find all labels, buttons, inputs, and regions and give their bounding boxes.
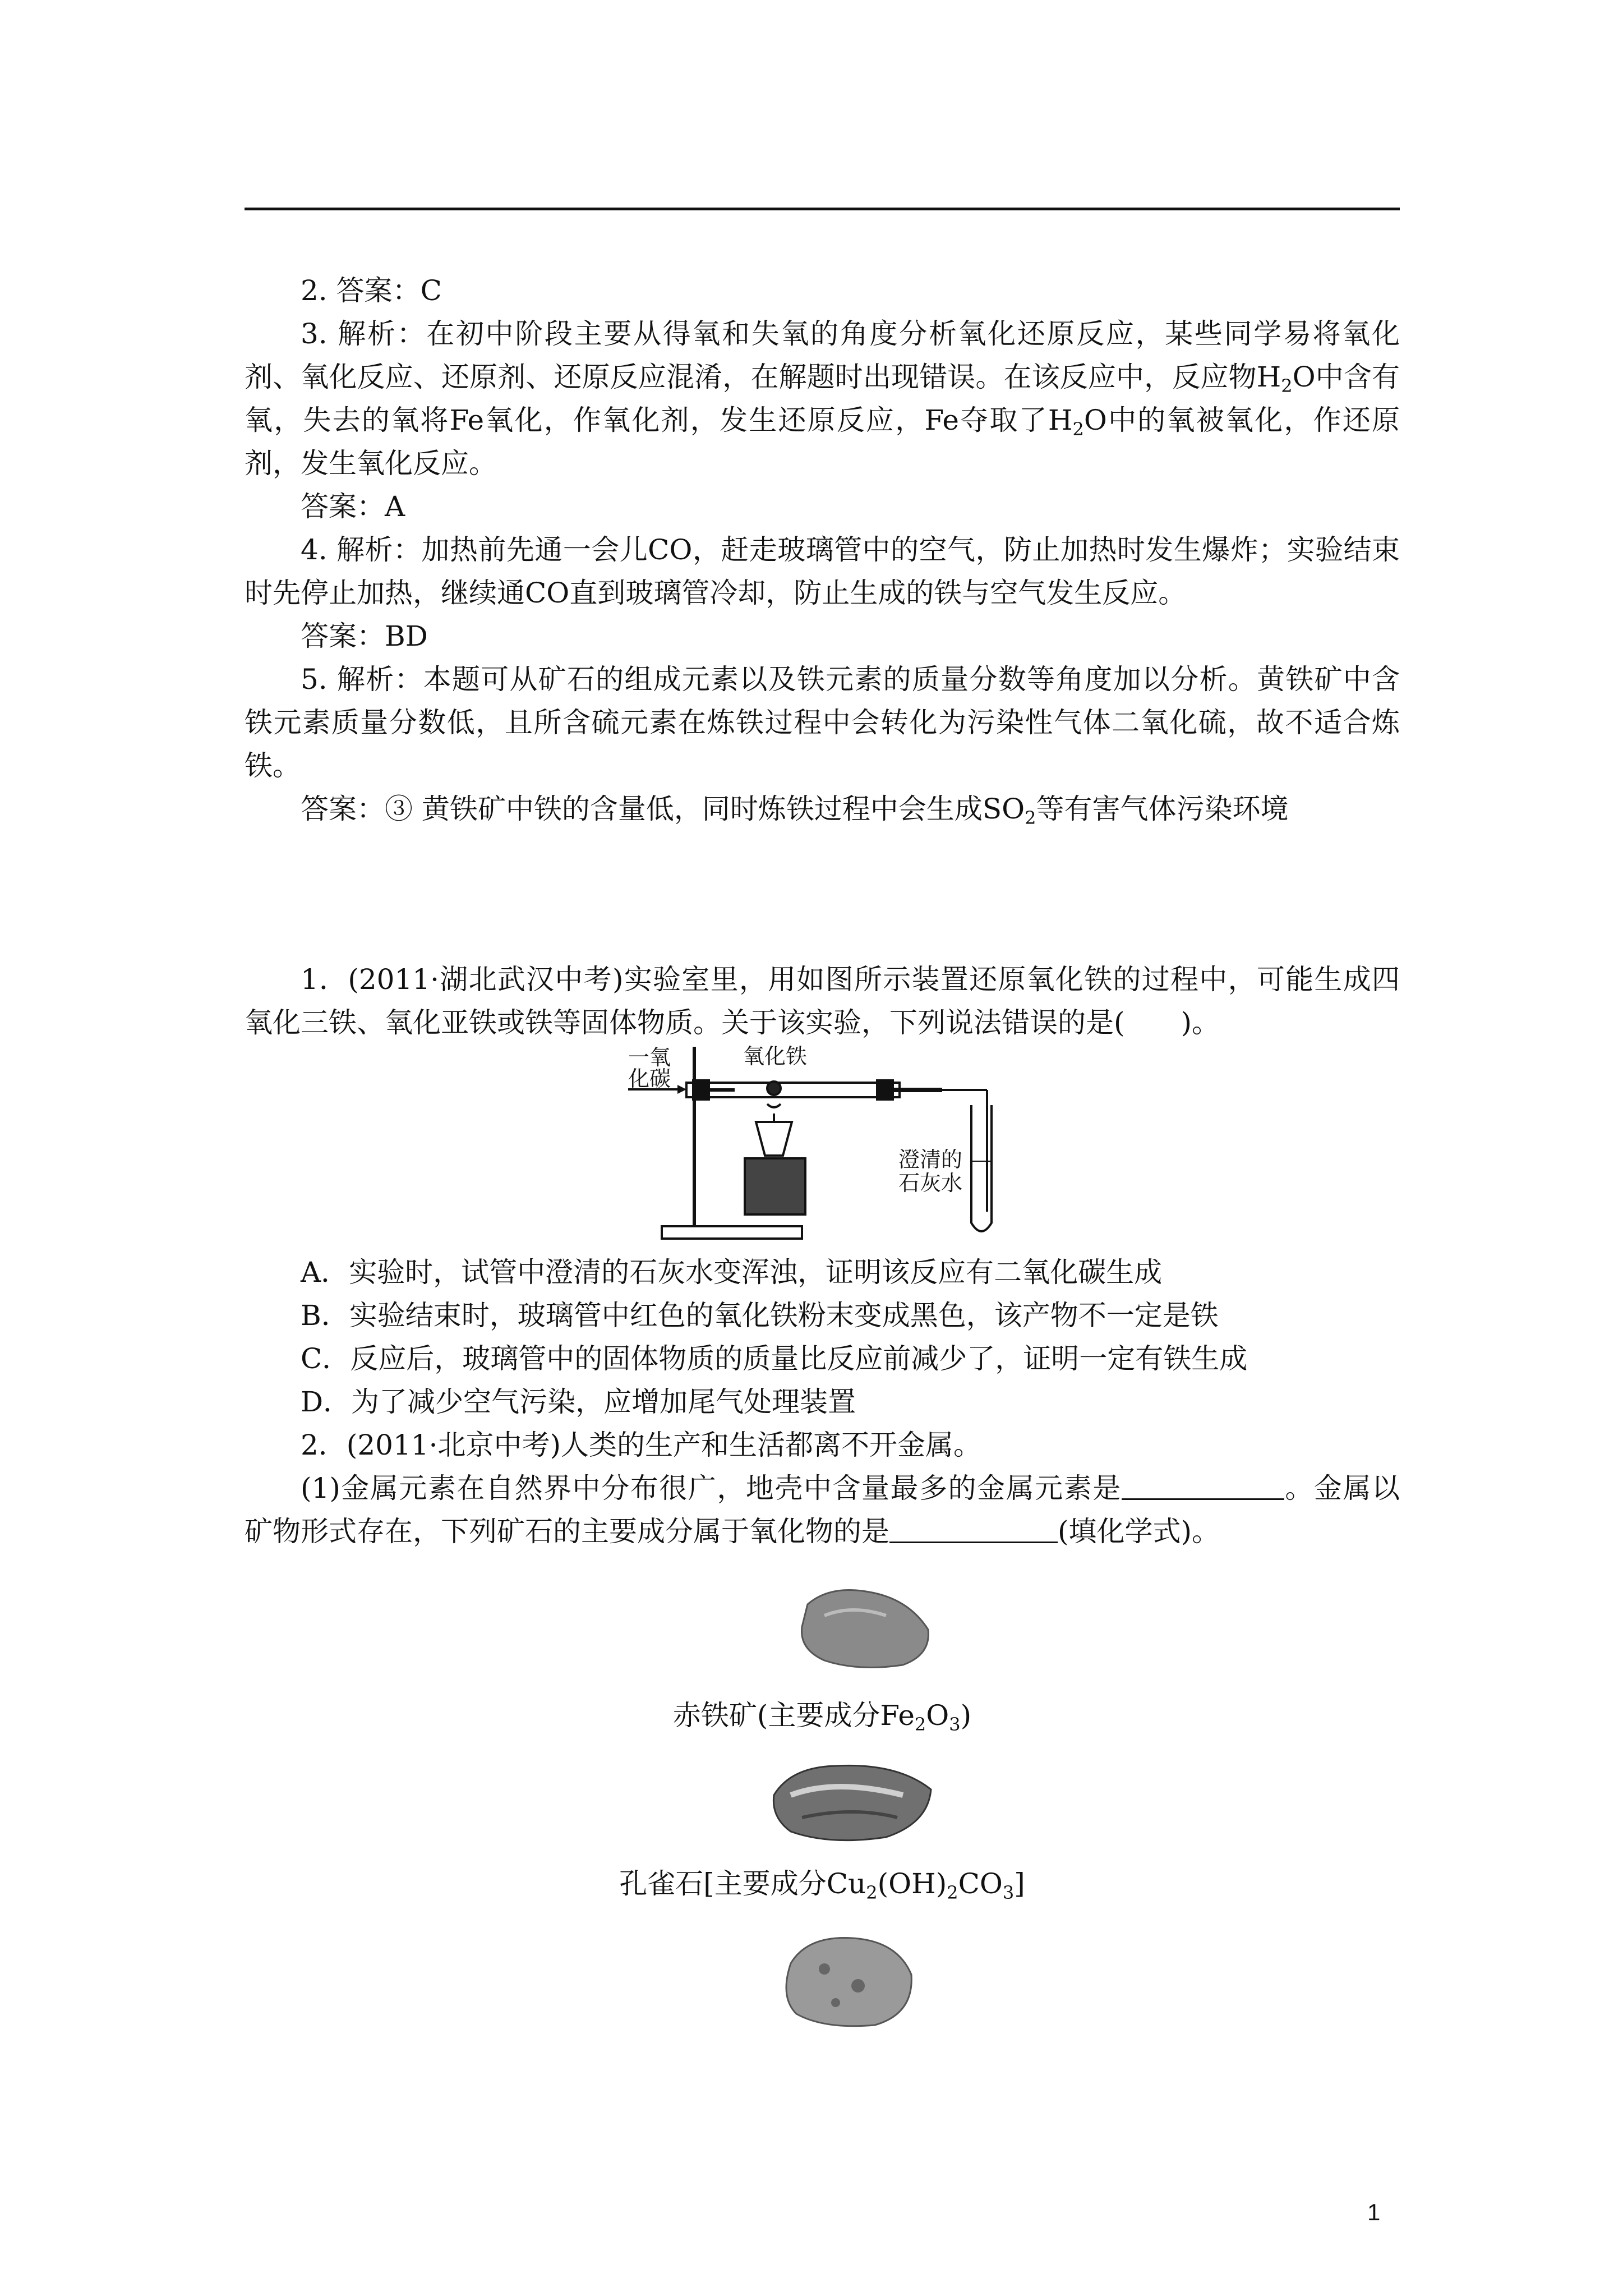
option-a: A．实验时，试管中澄清的石灰水变浑浊，证明该反应有二氧化碳生成 — [301, 1256, 1163, 1289]
test-tube — [971, 1105, 992, 1231]
flame — [767, 1104, 781, 1107]
hematite-caption: 赤铁矿(主要成分$Fe_2O_3$) — [672, 1699, 972, 1735]
answer-5-analysis: 5. 解析：本题可从矿石的组成元素以及铁元素的质量分数等角度加以分析。黄铁矿中含铁元素质量分数低，且所含硫元素在炼铁过程中会转化为污染性气体二氧化硫，故不适合炼铁。 — [245, 663, 1400, 782]
label-co-line2: 化碳 — [628, 1066, 671, 1091]
page-number: 1 — [1367, 2199, 1381, 2225]
blank-metal-element[interactable] — [1122, 1471, 1284, 1500]
stand-base — [662, 1226, 802, 1239]
fe2o3-sample — [767, 1082, 781, 1095]
alcohol-lamp — [756, 1122, 792, 1156]
gas-inlet-arrowhead — [677, 1085, 686, 1094]
blank-oxide-formula[interactable] — [889, 1515, 1058, 1543]
label-lime-line1: 澄清的 — [898, 1147, 963, 1172]
answer-3: 答案：A — [301, 490, 405, 523]
question-1 — [245, 958, 1400, 1045]
support-block — [745, 1158, 805, 1214]
malachite-image — [768, 1756, 937, 1846]
question-1-options — [245, 1251, 1400, 1553]
answer-3-analysis: 3. 解析：在初中阶段主要从得氧和失氧的角度分析氧化还原反应，某些同学易将氧化剂、氧化反应、还原剂、还原反应混淆，在解题时出现错误。在该反应中，反应物$H_2O$中含有氧，失去的氧将Fe氧化，作氧化剂，发生还原反应，Fe夺取了$H_2O$中的氧被氧化，作还原剂，发生氧化反应。 — [245, 318, 1400, 480]
question-1-stem: 1．(2011·湖北武汉中考)实验室里，用如图所示装置还原氧化铁的过程中，可能生成四氧化三铁、氧化亚铁或铁等固体物质。关于该实验，下列说法错误的是( )。 — [245, 963, 1400, 1039]
answer-4-analysis: 4. 解析：加热前先通一会儿CO，赶走玻璃管中的空气，防止加热时发生爆炸；实验结束时先停止加热，继续通CO直到玻璃管冷却，防止生成的铁与空气发生反应。 — [245, 533, 1400, 609]
stopper-right — [877, 1080, 893, 1099]
question-2-stem: 2．(2011·北京中考)人类的生产和生活都离不开金属。 — [301, 1429, 981, 1461]
question-2-part-1: (1)金属元素在自然界中分布很广，地壳中含量最多的金属元素是 。金属以矿物形式存在，下列矿石的主要成分属于氧化物的是 (填化学式)。 — [245, 1472, 1400, 1548]
option-b: B．实验结束时，玻璃管中红色的氧化铁粉末变成黑色，该产物不一定是铁 — [301, 1299, 1219, 1332]
label-co-line1: 一氧 — [628, 1045, 671, 1070]
answer-4: 答案：BD — [301, 620, 428, 652]
answers-section — [245, 269, 1400, 831]
header-rule — [245, 208, 1400, 210]
malachite-caption: 孔雀石[主要成分$Cu_2(OH)_2CO_3$] — [619, 1867, 1025, 1903]
option-c: C．反应后，玻璃管中的固体物质的质量比反应前减少了，证明一定有铁生成 — [301, 1342, 1248, 1375]
answer-5: 答案：③ 黄铁矿中铁的含量低，同时炼铁过程中会生成$SO_2$等有害气体污染环境 — [301, 793, 1289, 829]
option-d: D．为了减少空气污染，应增加尾气处理装置 — [301, 1386, 856, 1418]
hematite-image — [791, 1582, 937, 1672]
label-fe2o3: 氧化铁 — [743, 1044, 808, 1069]
reduction-apparatus-figure — [628, 1043, 1032, 1251]
pyrite-image — [774, 1930, 920, 2031]
answer-2: 2. 答案：C — [301, 274, 442, 307]
label-lime-line2: 石灰水 — [898, 1171, 963, 1195]
